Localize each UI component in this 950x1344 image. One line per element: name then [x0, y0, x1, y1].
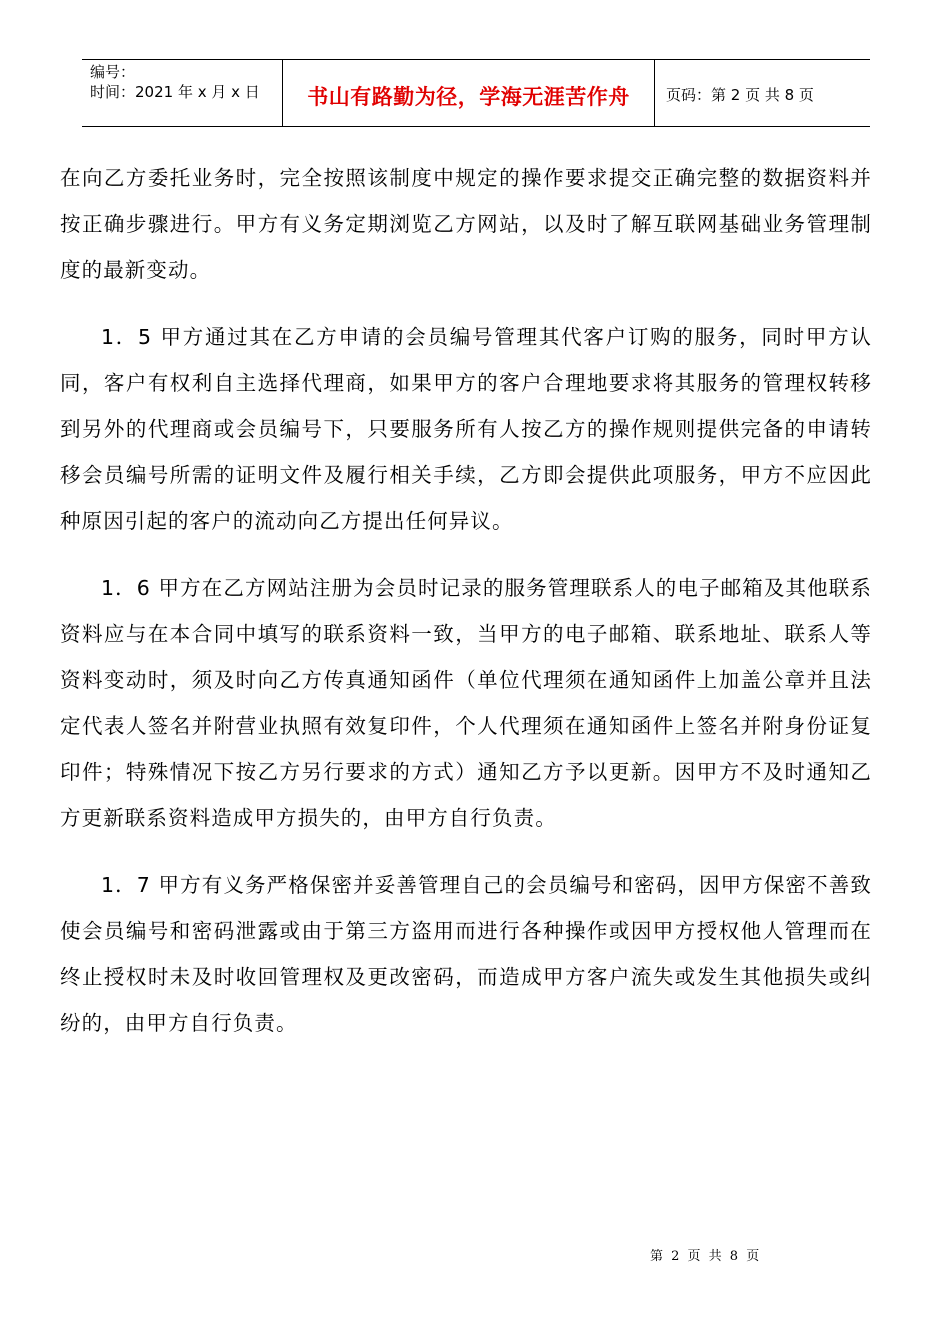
- document-header: [82, 59, 870, 127]
- document-body: [60, 155, 872, 1067]
- header-meta: [82, 60, 282, 126]
- motto-text: 书山有路勤为径，学海无涯苦作舟: [307, 85, 630, 109]
- document-number-label: 编号：: [90, 63, 136, 81]
- page-info-text: 页码：第 2 页 共 8 页: [666, 85, 814, 104]
- paragraph-continuation: 在向乙方委托业务时，完全按照该制度中规定的操作要求提交正确完整的数据资料并按正确步骤进行。甲方有义务定期浏览乙方网站，以及时了解互联网基础业务管理制度的最新变动。: [60, 166, 872, 282]
- header-page-info: [655, 60, 870, 126]
- paragraph-clause-1-6: 1．6 甲方在乙方网站注册为会员时记录的服务管理联系人的电子邮箱及其他联系资料应与在本合同中填写的联系资料一致，当甲方的电子邮箱、联系地址、联系人等资料变动时，须及时向乙方传真通知函件（单位代理须在通知函件上加盖公章并且法定代表人签名并附营业执照有效复印件，个人代理须在通知函件上签名并附身份证复印件；特殊情况下按乙方另行要求的方式）通知乙方予以更新。因甲方不及时通知乙方更新联系资料造成甲方损失的，由甲方自行负责。: [60, 576, 872, 830]
- page-footer: 第 2 页 共 8 页: [650, 1249, 762, 1264]
- paragraph-clause-1-5: 1．5 甲方通过其在乙方申请的会员编号管理其代客户订购的服务，同时甲方认同，客户有权利自主选择代理商，如果甲方的客户合理地要求将其服务的管理权转移到另外的代理商或会员编号下，只要服务所有人按乙方的操作规则提供完备的申请转移会员编号所需的证明文件及履行相关手续，乙方即会提供此项服务，甲方不应因此种原因引起的客户的流动向乙方提出任何异议。: [60, 325, 872, 533]
- document-date: 时间：2021 年 x 月 x 日: [90, 83, 260, 101]
- header-motto: [282, 60, 655, 126]
- paragraph-clause-1-7: 1．7 甲方有义务严格保密并妥善管理自己的会员编号和密码，因甲方保密不善致使会员编号和密码泄露或由于第三方盗用而进行各种操作或因甲方授权他人管理而在终止授权时未及时收回管理权及更改密码，而造成甲方客户流失或发生其他损失或纠纷的，由甲方自行负责。: [60, 873, 872, 1035]
